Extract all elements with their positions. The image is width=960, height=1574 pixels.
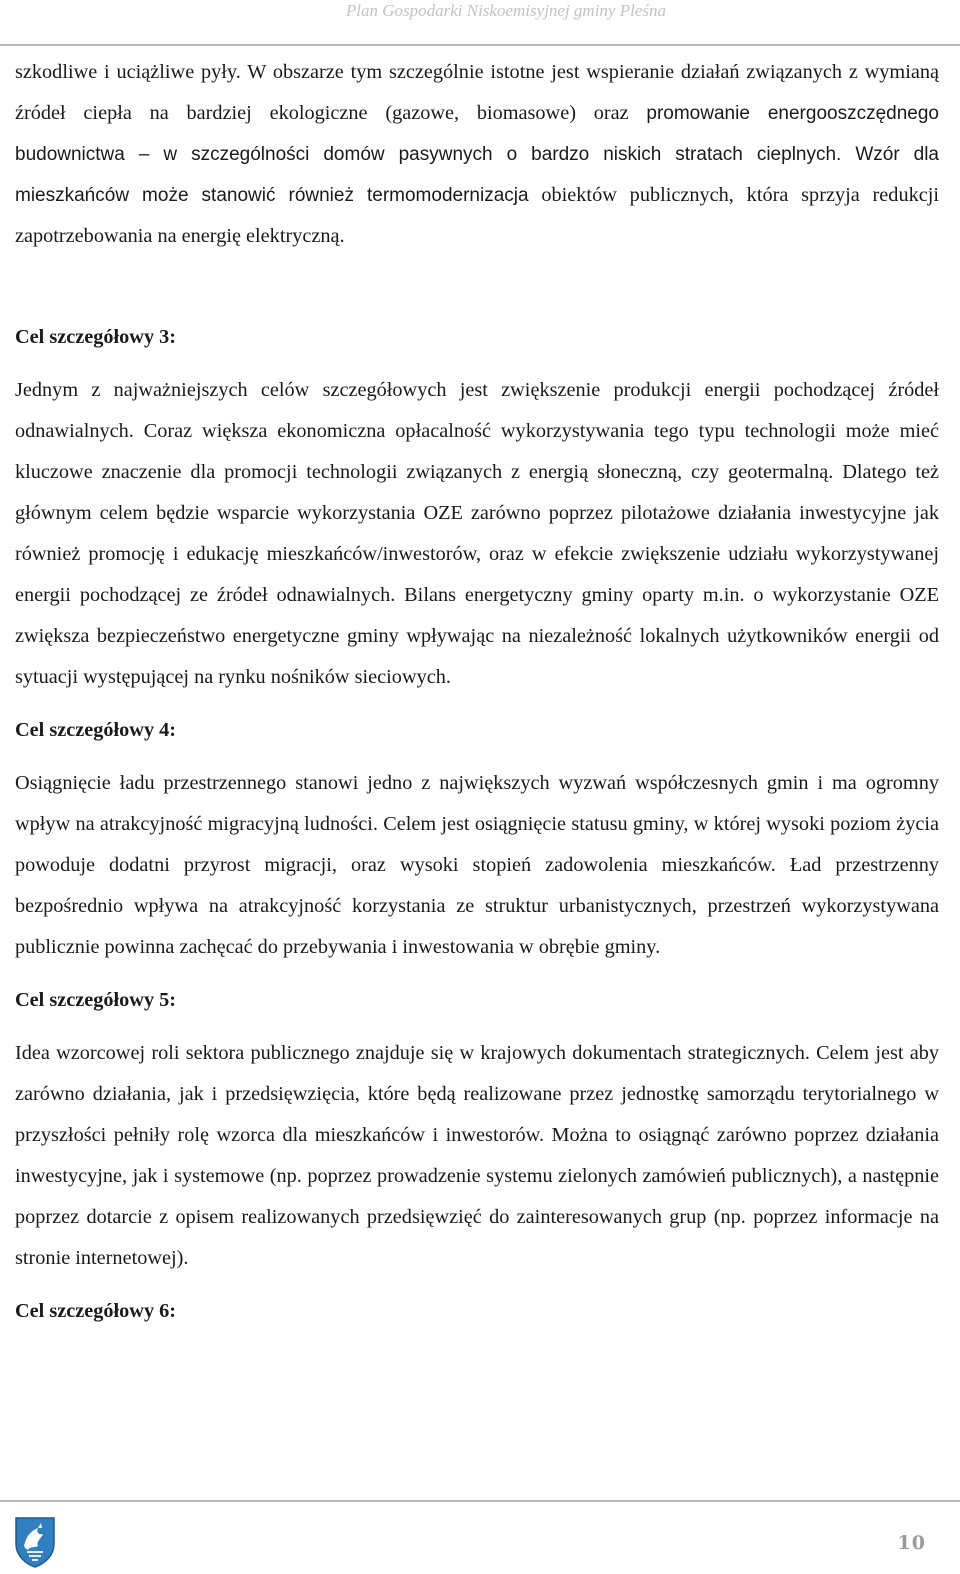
municipality-crest-icon — [14, 1516, 56, 1568]
paragraph-intro-end: obiektów publicznych, która sprzyja redukcji zapotrzebowania na energię elektryczną. — [15, 184, 939, 247]
header-divider — [0, 44, 960, 46]
document-body — [15, 52, 939, 1332]
heading-goal-6: Cel szczegółowy 6: — [15, 1300, 177, 1322]
footer-divider — [0, 1500, 960, 1502]
paragraph-intro — [15, 52, 939, 257]
paragraph-goal-5: Idea wzorcowej roli sektora publicznego znajduje się w krajowych dokumentach strategicznych. Celem jest aby zarówno działania, jak i przedsięwzięcia, które będą realizowane przez jednostkę samorządu terytorialnego w przyszłości pełniły rolę wzorca dla mieszkańców i inwestorów. Można to osiągnąć zarówno poprzez działania inwestycyjne, jak i systemowe (np. poprzez prowadzenie systemu zielonych zamówień publicznych), a następnie poprzez dotarcie z opisem realizowanych przedsięwzięć do zainteresowanych grup (np. poprzez informacje na stronie internetowej). — [15, 1042, 939, 1269]
spacer — [15, 1021, 939, 1033]
paragraph-goal-4: Osiągnięcie ładu przestrzennego stanowi jedno z największych wyzwań współczesnych gmin i ma ogromny wpływ na atrakcyjność migracyjną ludności. Celem jest osiągnięcie statusu gminy, w której wysoki poziom życia powoduje dodatni przyrost migracji, oraz wysoki stopień zadowolenia mieszkańców. Ład przestrzenny bezpośrednio wpływa na atrakcyjność korzystania ze struktur urbanistycznych, przestrzeń wykorzystywana publicznie powinna zachęcać do przebywania i inwestowania w obrębie gminy. — [15, 772, 939, 958]
spacer — [15, 358, 939, 370]
heading-goal-4: Cel szczegółowy 4: — [15, 719, 177, 741]
paragraph-intro-sans: promowanie energooszczędnego budownictwa – w szczególności domów pasywnych o bardzo niskich stratach cieplnych. Wzór dla mieszkańców może stanowić również termomodernizacja — [15, 103, 939, 206]
page-header-title: Plan Gospodarki Niskoemisyjnej gminy Pleśna — [345, 1, 666, 20]
spacer — [15, 968, 939, 980]
spacer — [15, 1279, 939, 1291]
spacer — [15, 698, 939, 710]
page-number: 10 — [897, 1532, 926, 1554]
spacer — [15, 257, 939, 317]
heading-goal-3: Cel szczegółowy 3: — [15, 326, 177, 348]
spacer — [15, 751, 939, 763]
paragraph-intro-start: szkodliwe i uciążliwe pyły. W obszarze tym szczególnie istotne jest wspieranie działań związanych z wymianą źródeł ciepła na bardziej ekologiczne (gazowe, biomasowe) oraz — [15, 61, 939, 124]
paragraph-goal-3: Jednym z najważniejszych celów szczegółowych jest zwiększenie produkcji energii pochodzącej źródeł odnawialnych. Coraz większa ekonomiczna opłacalność wykorzystywania tego typu technologii może mieć kluczowe znaczenie dla promocji technologii związanych z energią słoneczną, czy geotermalną. Dlatego też głównym celem będzie wsparcie wykorzystania OZE zarówno poprzez pilotażowe działania inwestycyjne jak również promocję i edukację mieszkańców/inwestorów, oraz w efekcie zwiększenie udziału wykorzystywanej energii pochodzącej ze źródeł odnawialnych. Bilans energetyczny gminy oparty m.in. o wykorzystanie OZE zwiększa bezpieczeństwo energetyczne gminy wpływając na niezależność lokalnych użytkowników energii od sytuacji występującej na rynku nośników sieciowych. — [15, 379, 939, 688]
heading-goal-5: Cel szczegółowy 5: — [15, 989, 177, 1011]
